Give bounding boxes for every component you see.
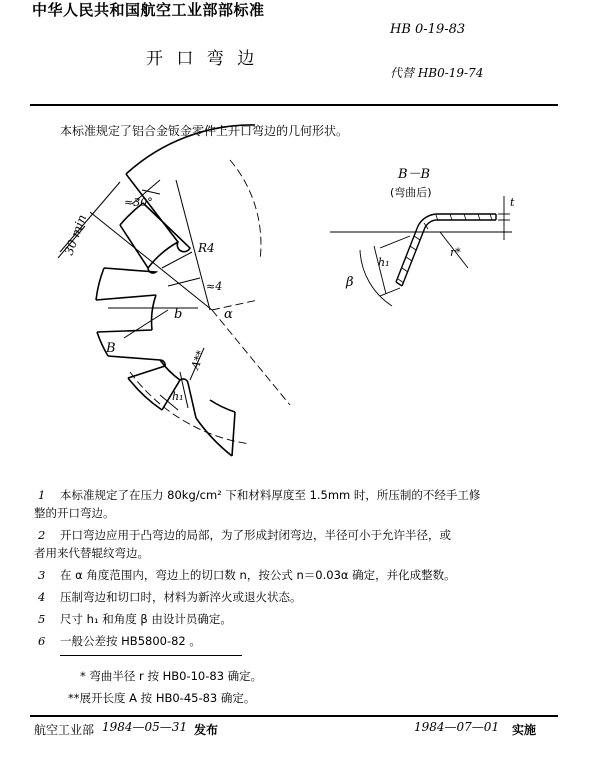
standard-code: HB 0-19-83	[390, 22, 466, 37]
section-h1-label: h₁	[378, 256, 390, 269]
note-item	[34, 632, 564, 650]
label-B-left: B	[106, 341, 116, 356]
note-text: 压制弯边和切口时，材料为新淬火或退火状态。	[60, 590, 302, 604]
note-number: 4	[38, 590, 46, 604]
section-t-label: t	[510, 196, 515, 209]
standard-org-title: 中华人民共和国航空工业部部标准	[32, 1, 265, 19]
note-text: 在 α 角度范围内，弯边上的切口数 n，按公式 n＝0.03α 确定，并化成整数。	[60, 568, 456, 582]
section-title: B－B	[398, 167, 431, 182]
flange-outline	[96, 125, 255, 456]
note-item	[34, 486, 564, 504]
notes-list	[34, 486, 564, 650]
section-profile	[396, 214, 496, 286]
note-text: 尺寸 h₁ 和角度 β 由设计员确定。	[60, 612, 232, 626]
dim-width-label: 30 min	[61, 212, 90, 258]
footer-issue-label: 发布	[194, 723, 219, 737]
note-number: 6	[38, 634, 46, 648]
approx-4-label: ≈4	[206, 280, 223, 293]
footer-divider	[30, 715, 558, 717]
label-b: b	[174, 307, 183, 322]
footer-issuer: 航空工业部	[34, 723, 95, 737]
note-text: 一般公差按 HB5800-82 。	[60, 634, 201, 648]
note-number: 3	[38, 568, 46, 582]
replaces-code: 代替 HB0-19-74	[390, 66, 484, 80]
section-subtitle: (弯曲后)	[390, 186, 432, 199]
footer-impl-date: 1984—07—01	[414, 720, 500, 734]
note-item	[34, 526, 564, 544]
note-item	[34, 588, 564, 606]
note-number: 2	[38, 528, 46, 542]
h1-label: h₁	[172, 390, 184, 403]
note-continuation: 整的开口弯边。	[34, 506, 115, 520]
intro-text: 本标准规定了铝合金钣金零件上开口弯边的几何形状。	[60, 124, 349, 138]
footnote-1: * 弯曲半径 r 按 HB0-10-83 确定。	[80, 669, 263, 683]
footnote-2: **展开长度 A 按 HB0-45-83 确定。	[68, 691, 256, 705]
section-beta-label: β	[346, 275, 354, 290]
section-r-label: r*	[450, 246, 461, 259]
note-item	[34, 610, 564, 628]
note-number: 5	[38, 612, 46, 626]
footer-impl-label: 实施	[512, 723, 537, 737]
angle-30-label: ≈30°	[124, 196, 153, 209]
alpha-label: α	[224, 307, 233, 322]
document-title: 开 口 弯 边	[146, 49, 259, 69]
footer-issue-date: 1984—05—31	[102, 720, 188, 734]
footnote-divider	[60, 655, 242, 656]
section-hatch	[398, 214, 492, 283]
note-text: 开口弯边应用于凸弯边的局部，为了形成封闭弯边，半径可小于允许半径，或	[60, 528, 451, 542]
note-item	[34, 566, 564, 584]
note-text: 本标准规定了在压力 80kg/cm² 下和材料厚度至 1.5mm 时，所压制的不经手工修	[60, 488, 481, 502]
radius-r4-label: R4	[198, 241, 215, 255]
note-number: 1	[38, 488, 46, 502]
note-continuation: 者用来代替辊纹弯边。	[34, 546, 149, 560]
dim-A-label: A**	[188, 348, 208, 372]
section-dimensions	[330, 196, 512, 306]
